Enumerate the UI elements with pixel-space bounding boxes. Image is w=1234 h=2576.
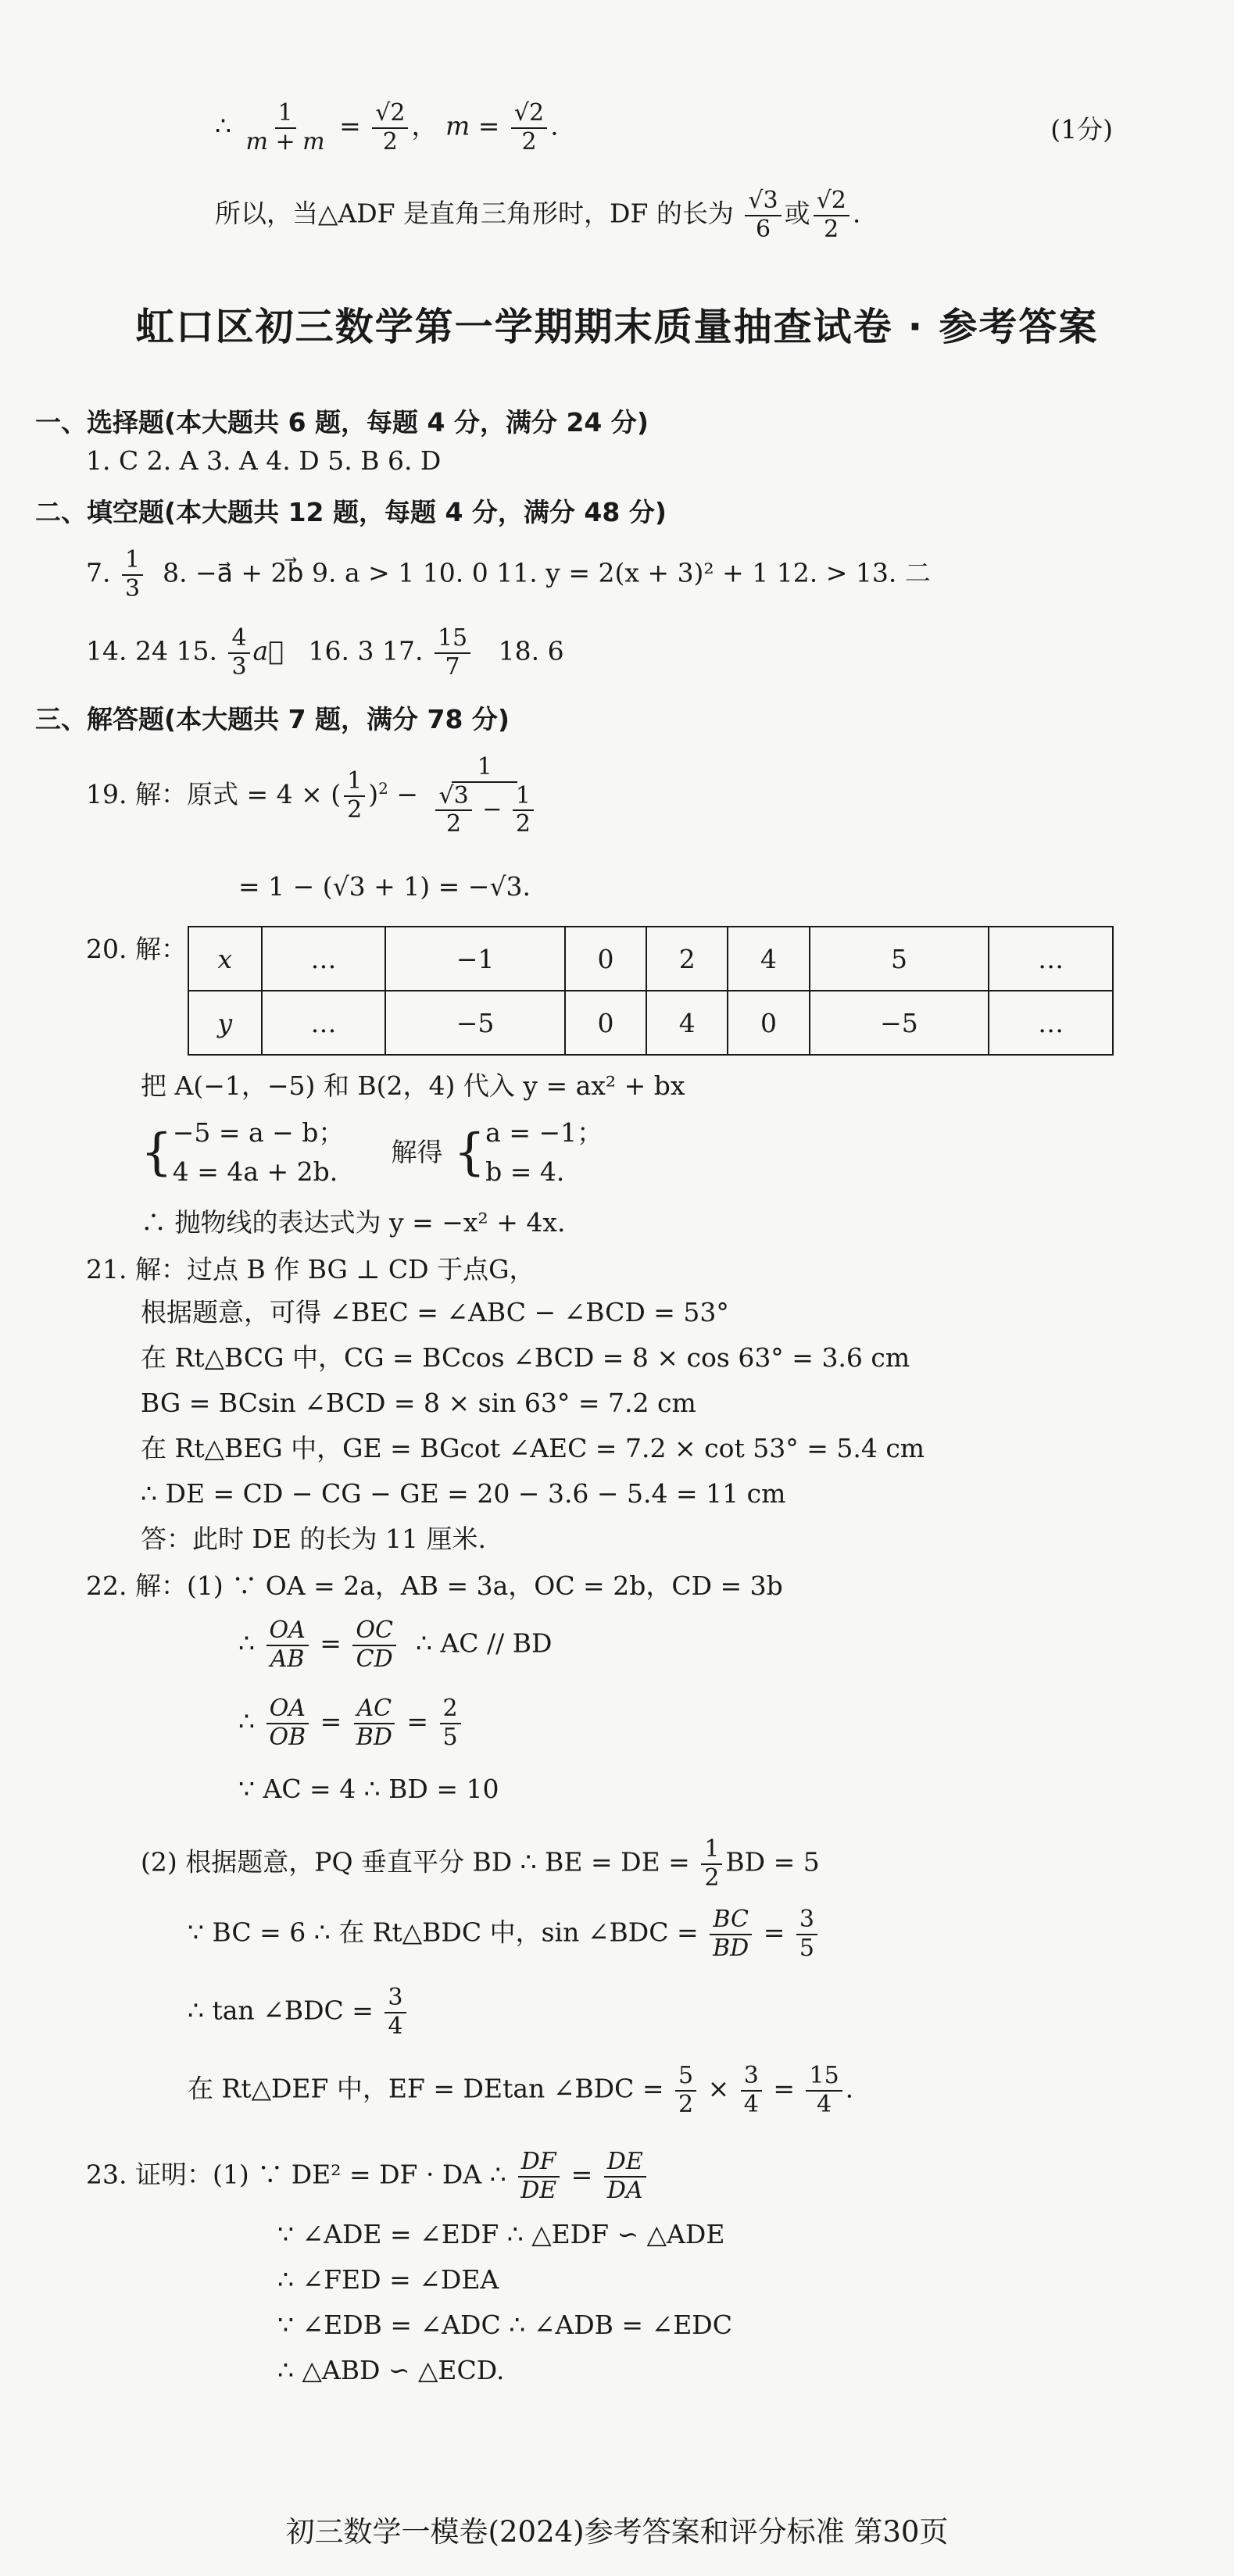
- q20-systems: [141, 1113, 603, 1191]
- table-cell: 0: [565, 991, 646, 1055]
- fraction-complex-q19: 1 $\frac{√3}{2}$ − $\frac{1}{2}$: [429, 754, 540, 838]
- table-cell: 5: [810, 927, 989, 991]
- fraction-1-over-2m: $\frac{1}{m + m}$: [245, 99, 325, 155]
- q21-line-7: 答：此时 DE 的长为 11 厘米.: [141, 1524, 486, 1554]
- fraction-bc-bd: $\frac{BC}{BD}$: [710, 1906, 752, 1962]
- row-2-part-c: 18. 6: [498, 635, 564, 666]
- q22-line-7-text: ∴ tan ∠BDC =: [188, 1995, 374, 2026]
- q22-line-8: 在 Rt△DEF 中，EF = DEtan ∠BDC = $\frac{5}{2}$ × $\frac{3}{4}$ = $\frac{15}{4}$ .: [188, 2062, 854, 2118]
- q21-line-5: 在 Rt△BEG 中，GE = BGcot ∠AEC = 7.2 × cot 53° = 5.4 cm: [141, 1433, 925, 1463]
- q7-label: 7.: [86, 557, 111, 588]
- q22-line-5-tail: BD = 5: [725, 1846, 820, 1878]
- fraction-5-over-2: $\frac{5}{2}$: [675, 2063, 696, 2118]
- table-cell: 2: [646, 927, 728, 991]
- q21-line-2: 根据题意，可得 ∠BEC = ∠ABC − ∠BCD = 53°: [141, 1297, 729, 1327]
- fraction-root3-over-6: $\frac{√3}{6}$: [745, 188, 781, 243]
- table-cell: −5: [385, 991, 565, 1055]
- fraction-3-over-4-b: $\frac{3}{4}$: [741, 2063, 762, 2118]
- q20-substitute: 把 A(−1，−5) 和 B(2，4) 代入 y = ax² + bx: [141, 1070, 685, 1101]
- fraction-3-over-4: $\frac{3}{4}$: [385, 1985, 406, 2040]
- table-cell: −5: [810, 991, 989, 1055]
- fraction-root2-over-2-c: $\frac{√2}{2}$: [814, 188, 849, 243]
- table-cell: …: [989, 991, 1113, 1055]
- system-2-eq-2: b = 4.: [485, 1156, 565, 1187]
- fraction-1-over-2-q22: $\frac{1}{2}$: [701, 1836, 722, 1892]
- table-cell: −1: [385, 927, 565, 991]
- q23-line-3: ∴ ∠FED = ∠DEA: [277, 2264, 499, 2295]
- q22-line-5: [141, 1836, 820, 1892]
- table-cell: 4: [646, 991, 728, 1055]
- fraction-de-da: $\frac{DE}{DA}$: [604, 2149, 646, 2204]
- top-line-2-text: 所以，当△ADF 是直角三角形时，DF 的长为: [215, 198, 734, 229]
- q22-line-4: ∵ AC = 4 ∴ BD = 10: [238, 1774, 499, 1804]
- fraction-df-de: $\frac{DF}{DE}$: [517, 2149, 560, 2204]
- table-cell: …: [262, 991, 386, 1055]
- row-2-part-b: 16. 3 17.: [308, 635, 424, 666]
- section-1-heading: 一、选择题(本大题共 6 题，每题 4 分，满分 24 分): [35, 407, 649, 438]
- page-title: 虹口区初三数学第一学期期末质量抽查试卷 · 参考答案: [135, 305, 1099, 349]
- fraction-root2-over-2-b: $\frac{√2}{2}$: [511, 100, 547, 155]
- fraction-oc-cd: $\frac{OC}{CD}$: [352, 1617, 396, 1673]
- table-cell: …: [989, 927, 1113, 991]
- section-2-row-2: 14. 24 15. $\frac{4}{3}$ a⃗ 16. 3 17. $\frac{15}{7}$ 18. 6: [86, 624, 564, 681]
- solve-word: 解得: [391, 1136, 443, 1167]
- q21-line-3: 在 Rt△BCG 中，CG = BCcos ∠BCD = 8 × cos 63° = 3.6 cm: [141, 1342, 910, 1373]
- section-2-row-1: [86, 547, 931, 602]
- q22-line-3: ∴ $\frac{OA}{OB}$ = $\frac{AC}{BD}$ = $\frac{2}{5}$: [238, 1695, 464, 1751]
- table-row-y: [188, 991, 1113, 1055]
- q22-line-7: [188, 1985, 410, 2040]
- q22-line-8-text: 在 Rt△DEF 中，EF = DEtan ∠BDC =: [188, 2073, 664, 2104]
- fraction-3-over-5: $\frac{3}{5}$: [796, 1906, 817, 1962]
- top-line-1: ∴ $\frac{1}{m + m}$ = $\frac{√2}{2}$ ， m = $\frac{√2}{2}$ .: [215, 99, 559, 155]
- section-3-heading: 三、解答题(本大题共 7 题，满分 78 分): [35, 704, 510, 734]
- table-cell: …: [262, 927, 386, 991]
- q23-line-5: ∴ △ABD ∽ △ECD.: [277, 2355, 505, 2385]
- q23-line-2: ∵ ∠ADE = ∠EDF ∴ △EDF ∽ △ADE: [277, 2219, 725, 2249]
- fraction-oa-ab: $\frac{OA}{AB}$: [266, 1617, 309, 1673]
- q23-line-1-text: 23. 证明：(1) ∵ DE² = DF · DA ∴: [86, 2159, 506, 2190]
- fraction-1-over-3: $\frac{1}{3}$: [122, 547, 143, 602]
- table-cell: 0: [565, 927, 646, 991]
- q22-line-6: ∵ BC = 6 ∴ 在 Rt△BDC 中，sin ∠BDC = $\frac{BC}{BD}$ = $\frac{3}{5}$: [188, 1906, 821, 1962]
- q20-conclusion: ∴ 抛物线的表达式为 y = −x² + 4x.: [141, 1207, 566, 1238]
- table-cell: y: [188, 991, 262, 1055]
- fraction-1-over-2-q19: $\frac{1}{2}$: [344, 768, 365, 824]
- fraction-4-over-3: $\frac{4}{3}$: [228, 625, 249, 681]
- q19-line-2: = 1 − (√3 + 1) = −√3.: [238, 871, 531, 902]
- table-row-x: [188, 927, 1113, 991]
- q22-line-1: 22. 解：(1) ∵ OA = 2a，AB = 3a，OC = 2b，CD = 3b: [86, 1570, 783, 1601]
- q19-line-1: 19. 解：原式 = 4 × ( $\frac{1}{2}$ )$^2$ − 1 $\frac{√3}{2}$ − $\frac{1}{2}$: [86, 754, 543, 838]
- fraction-15-over-7: $\frac{15}{7}$: [435, 625, 470, 681]
- q22-parallel: ∴ AC // BD: [415, 1627, 553, 1659]
- top-line-2: 所以，当△ADF 是直角三角形时，DF 的长为 $\frac{√3}{6}$ 或 $\frac{√2}{2}$ .: [215, 187, 861, 243]
- q21-line-4: BG = BCsin ∠BCD = 8 × sin 63° = 7.2 cm: [141, 1388, 696, 1418]
- fraction-ac-bd: $\frac{AC}{BD}$: [353, 1695, 395, 1751]
- fraction-oa-ob: $\frac{OA}{OB}$: [266, 1695, 309, 1751]
- section-1-answers: 1. C 2. A 3. A 4. D 5. B 6. D: [86, 445, 442, 476]
- value-table: [188, 926, 1114, 1056]
- q20-label: 20. 解：: [86, 934, 187, 964]
- score-mark: (1分): [1050, 114, 1113, 145]
- q23-line-1: 23. 证明：(1) ∵ DE² = DF · DA ∴ $\frac{DF}{DE}$ = $\frac{DE}{DA}$: [86, 2149, 649, 2204]
- table-cell: x: [188, 927, 262, 991]
- system-1-eq-1: −5 = a − b；: [172, 1117, 345, 1148]
- row-2-part-a: 14. 24 15.: [86, 635, 217, 666]
- q21-line-1: 21. 解：过点 B 作 BG ⊥ CD 于点G，: [86, 1254, 535, 1284]
- fraction-15-over-4: $\frac{15}{4}$: [806, 2063, 842, 2118]
- fraction-2-over-5: $\frac{2}{5}$: [440, 1695, 461, 1751]
- q22-line-5-text: (2) 根据题意，PQ 垂直平分 BD ∴ BE = DE =: [141, 1846, 690, 1878]
- system-2-eq-1: a = −1；: [485, 1117, 603, 1148]
- brace-icon: {: [453, 1123, 486, 1181]
- table-cell: 4: [728, 927, 809, 991]
- q22-line-2: ∴ $\frac{OA}{AB}$ = $\frac{OC}{CD}$ ∴ AC // BD: [238, 1617, 553, 1673]
- row-1-answers: 8. −a⃗ + 2b⃗ 9. a > 1 10. 0 11. y = 2(x + 3)² + 1 12. > 13. 二: [163, 557, 931, 588]
- system-1-eq-2: 4 = 4a + 2b.: [172, 1156, 338, 1187]
- table-cell: 0: [728, 991, 809, 1055]
- section-2-heading: 二、填空题(本大题共 12 题，每题 4 分，满分 48 分): [35, 497, 667, 527]
- fraction-root2-over-2: $\frac{√2}{2}$: [372, 100, 408, 155]
- brace-icon: {: [141, 1123, 173, 1181]
- q22-line-6-text: ∵ BC = 6 ∴ 在 Rt△BDC 中，sin ∠BDC =: [188, 1917, 699, 1948]
- or-word: 或: [784, 198, 810, 229]
- q19-label: 19. 解：原式 = 4 ×: [86, 778, 323, 809]
- page-footer: 初三数学一模卷(2024)参考答案和评分标准 第30页: [285, 2515, 949, 2549]
- q21-line-6: ∴ DE = CD − CG − GE = 20 − 3.6 − 5.4 = 11 cm: [141, 1478, 786, 1509]
- therefore-symbol: ∴: [215, 110, 231, 141]
- q23-line-4: ∵ ∠EDB = ∠ADC ∴ ∠ADB = ∠EDC: [277, 2310, 732, 2340]
